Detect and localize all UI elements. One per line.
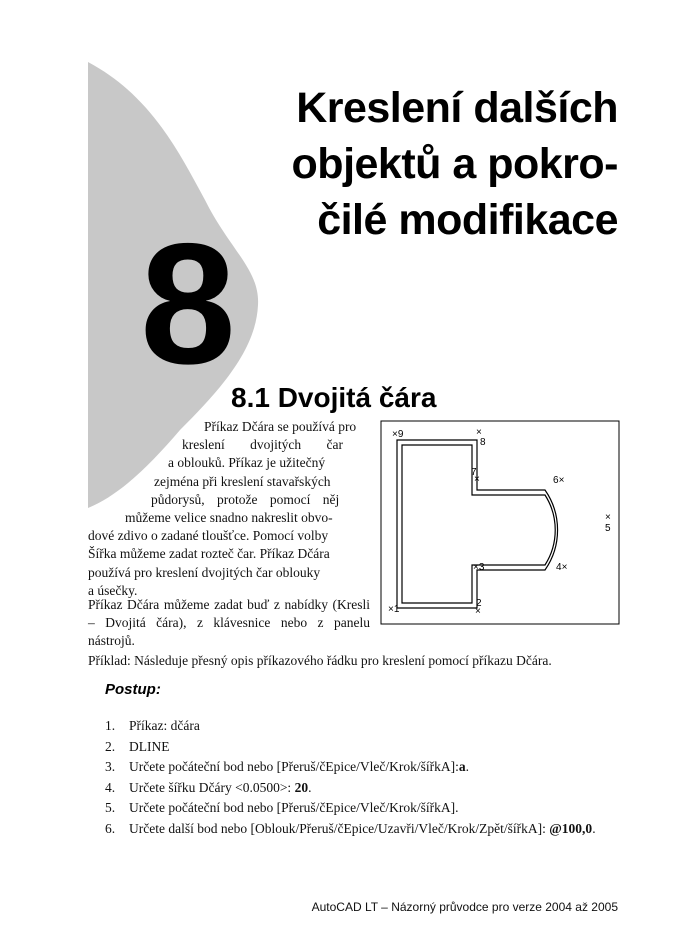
- point-marker-8: ×: [476, 427, 482, 438]
- procedure-step: 5. Určete počáteční bod nebo [Přeruš/čEpice/Vleč/Krok/šířkA].: [105, 800, 459, 815]
- point-label-3: ×3: [473, 562, 485, 573]
- point-label-9: ×9: [392, 429, 404, 440]
- example-paragraph: Příklad: Následuje přesný opis příkazového řádku pro kreslení pomocí příkazu Dčára.: [88, 653, 552, 668]
- chapter-number: 8: [140, 208, 236, 400]
- point-label-5: 5: [605, 523, 611, 534]
- point-label-6: 6×: [553, 475, 565, 486]
- text-line: a úsečky.: [88, 582, 138, 598]
- command-paragraph: Příkaz Dčára můžeme zadat buď z nabídky (Kresli – Dvojitá čára), z klávesnice nebo z panelu nástrojů.: [88, 597, 370, 649]
- section-heading: 8.1 Dvojitá čára: [231, 382, 437, 413]
- procedure-step: 1. Příkaz: dčára: [105, 718, 200, 733]
- chapter-title-line: čilé modifikace: [317, 196, 618, 244]
- text-line: můžeme velice snadno nakreslit obvo-: [125, 510, 333, 526]
- text-line: dové zdivo o zadané tloušťce. Pomocí volby: [88, 528, 329, 544]
- point-label-4: 4×: [556, 562, 568, 573]
- procedure-step: 4. Určete šířku Dčáry <0.0500>: 20.: [105, 779, 312, 795]
- point-marker-2: ×: [475, 606, 481, 617]
- point-label-7: 7: [471, 467, 477, 478]
- point-marker-5: ×: [605, 512, 611, 523]
- text-line: Šířka můžeme zadat rozteč čar. Příkaz Dčára: [88, 546, 330, 562]
- point-label-2: 2: [476, 598, 482, 609]
- procedure-step: 3. Určete počáteční bod nebo [Přeruš/čEpice/Vleč/Krok/šířkA]:a.: [105, 759, 469, 774]
- procedure-heading: Postup:: [105, 681, 161, 698]
- text-line: zejména při kreslení stavařských: [154, 473, 331, 489]
- text-line: Příkaz Dčára se používá pro: [204, 419, 357, 434]
- procedure-step: 2. DLINE: [105, 738, 170, 754]
- chapter-title: [292, 80, 618, 248]
- dline-figure: [380, 420, 620, 625]
- page-footer: AutoCAD LT – Názorný průvodce pro verze 2004 až 2005: [311, 900, 618, 914]
- text-line: kreslení dvojitých čar: [182, 437, 343, 453]
- point-label-1: ×1: [388, 604, 400, 615]
- chapter-title-line: Kreslení dalších: [296, 84, 618, 132]
- text-line: a oblouků. Příkaz je užitečný: [168, 455, 326, 471]
- text-line: půdorysů, protože pomocí něj: [151, 491, 340, 507]
- procedure-step: 6. Určete další bod nebo [Oblouk/Přeruš/čEpice/Uzavři/Vleč/Krok/Zpět/šířkA]: @100,0.: [105, 820, 596, 836]
- chapter-title-line: objektů a pokro-: [291, 140, 618, 188]
- point-label-8: 8: [480, 437, 486, 448]
- procedure-steps: [105, 716, 617, 839]
- intro-paragraph: [88, 418, 370, 600]
- point-marker-7: ×: [474, 474, 480, 485]
- text-line: používá pro kreslení dvojitých čar oblouky: [88, 564, 321, 580]
